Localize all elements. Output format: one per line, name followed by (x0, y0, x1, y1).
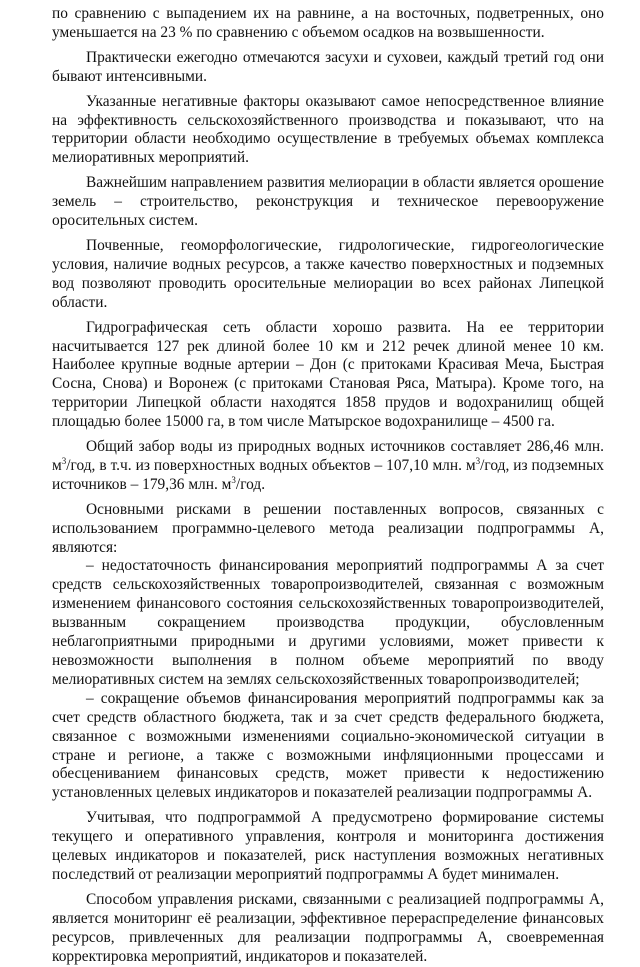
paragraph-irrigation-direction: Важнейшим направлением развития мелиорации в области является орошение земель – строительство, реконструкция и техническое перевооружение оросительных систем. (52, 174, 604, 230)
paragraph-hydrography: Гидрографическая сеть области хорошо развита. На ее территории насчитывается 127 рек длиной более 10 км и 212 речек длиной менее 10 км. Наиболее крупные водные артерии – Дон (с притоками Красивая Меча, Быстрая Сосна, Снова) и Воронеж (с притоками Становая Ряса, Матыра). Кроме того, на территории Липецкой области находятся 1858 прудов и водохранилищ общей площадью более 15000 га, в том числе Матырское водохранилище – 4500 га. (52, 318, 604, 431)
water-intake-text-1: Общий забор воды из природных водных источников составляет 286,46 млн. м (52, 438, 604, 474)
cubic-superscript-2: 3 (475, 455, 481, 466)
water-intake-text-3: /год, из подземных источников – 179,36 млн. м (52, 456, 604, 493)
cubic-superscript-3: 3 (231, 474, 236, 485)
paragraph-negative-factors: Указанные негативные факторы оказывают самое непосредственное влияние на эффективность сельскохозяйственного производства и показывают, что на территории области необходимо осуществление в требуемых объемах комплекса мелиоративных мероприятий. (52, 92, 604, 167)
water-intake-text-4: /год. (235, 475, 266, 493)
paragraph-water-intake (52, 438, 604, 495)
paragraph-precipitation: по сравнению с выпадением их на равнине, а на восточных, подветренных, оно уменьшается на 23 % по сравнению с объемом осадков на возвышенности. (52, 5, 604, 41)
paragraph-monitoring: Учитывая, что подпрограммой А предусмотрено формирование системы текущего и оперативного управления, контроля и мониторинга достижения целевых индикаторов и показателей, риск наступления возможных негативных последствий от реализации мероприятий подпрограммы А будет минимален. (52, 809, 604, 883)
cubic-superscript-1: 3 (61, 455, 67, 466)
paragraph-soil-conditions: Почвенные, геоморфологические, гидрологические, гидрогеологические условия, наличие водных ресурсов, а также качество поверхностных и подземных вод позволяют проводить оросительные мелиорации во всех районах Липецкой области. (52, 236, 604, 311)
paragraph-risks-intro: Основными рисками в решении поставленных вопросов, связанных с использованием программно-целевого метода реализации подпрограммы А, являются: (52, 500, 604, 556)
risk-item-financing: – недостаточность финансирования мероприятий подпрограммы А за счет средств сельскохозяйственных товаропроизводителей, связанная с возможным изменением финансового состояния сельскохозяйственных товаропроизводителей, вызванным сокращением производства продукции, обусловленным неблагоприятными природными и другими условиями, может привести к невозможности выполнения в полном объеме мероприятий по вводу мелиоративных систем на землях сельскохозяйственных товаропроизводителей; (52, 557, 604, 688)
paragraph-risk-management: Способом управления рисками, связанными с реализацией подпрограммы А, является мониторинг её реализации, эффективное перераспределение финансовых ресурсов, привлеченных для реализации подпрограммы А, своевременная корректировка мероприятий, индикаторов и показателей. (52, 890, 604, 965)
paragraph-droughts: Практически ежегодно отмечаются засухи и суховеи, каждый третий год они бывают интенсивными. (52, 48, 604, 85)
water-intake-text-2: /год, в т.ч. из поверхностных водных объектов – 107,10 млн. м (66, 456, 476, 474)
risk-item-budget: – сокращение объемов финансирования мероприятий подпрограммы как за счет средств областного бюджета, так и за счет средств федерального бюджета, связанное с возможными изменениями социально-экономической ситуации в стране и регионе, а также с возможными инфляционными процессами и обесцениванием финансовых средств, может привести к недостижению установленных целевых индикаторов и показателей реализации подпрограммы А. (52, 689, 604, 802)
